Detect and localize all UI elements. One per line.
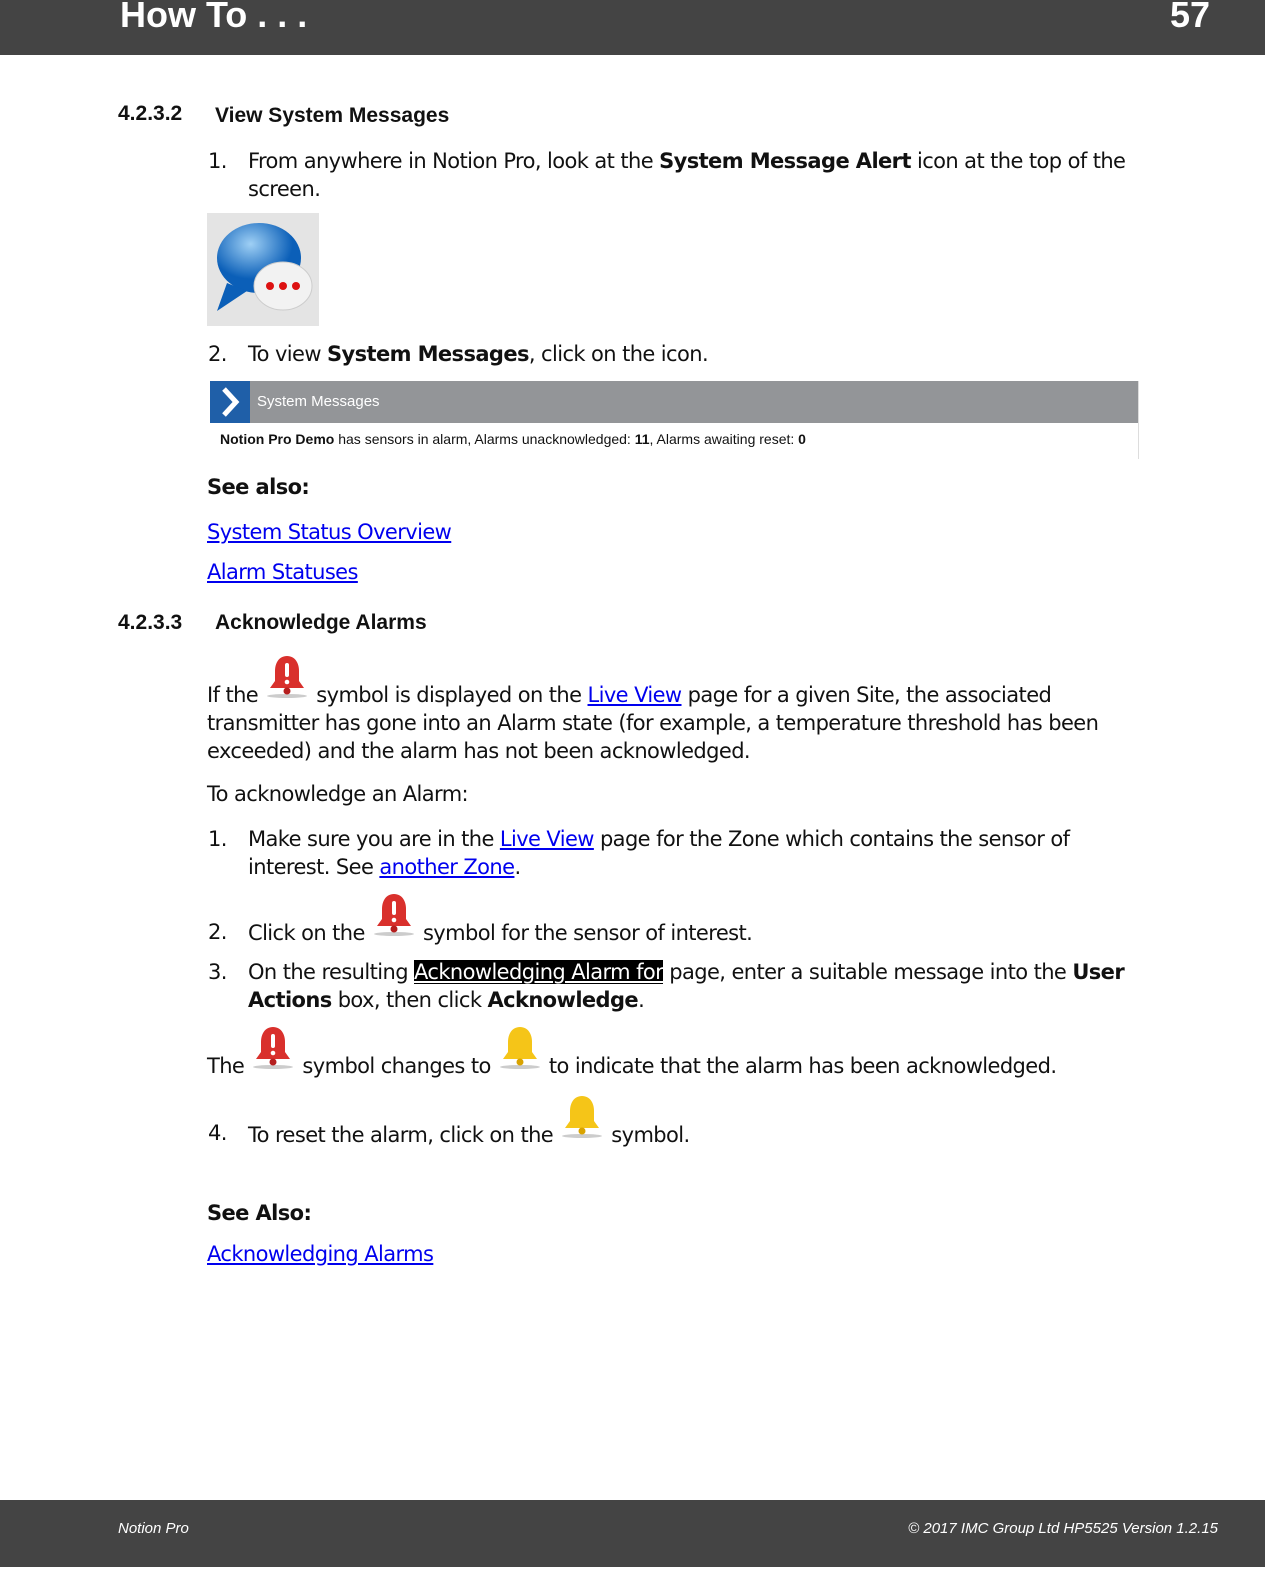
page-header — [0, 0, 1265, 55]
red-alarm-bell-icon[interactable] — [371, 890, 417, 938]
link-live-view[interactable]: Live View — [499, 827, 594, 851]
link-acknowledging-alarms[interactable]: Acknowledging Alarms — [207, 1242, 434, 1266]
step-text: On the resulting Acknowledging Alarm for page, enter a suitable message into the User Actions box, then click Acknowledge. — [248, 960, 1125, 1012]
red-alarm-bell-icon — [250, 1023, 296, 1071]
section-title: View System Messages — [215, 104, 450, 127]
system-message[interactable]: Notion Pro Demo has sensors in alarm, Alarms unacknowledged: 11, Alarms awaiting reset: 0 — [220, 431, 806, 447]
link-system-status-overview[interactable]: System Status Overview — [207, 520, 452, 544]
step-number: 4. — [208, 1121, 227, 1145]
link-live-view[interactable]: Live View — [587, 683, 682, 707]
panel-title: System Messages — [257, 393, 380, 410]
yellow-bell-icon[interactable] — [559, 1092, 605, 1140]
red-alarm-bell-icon — [264, 652, 310, 700]
link-another-zone[interactable]: another Zone — [379, 855, 515, 879]
yellow-bell-icon — [497, 1023, 543, 1071]
highlighted-page-name: Acknowledging Alarm for — [414, 960, 664, 984]
page-footer — [0, 1500, 1265, 1567]
symbol-change-text: The symbol changes to to indicate that the alarm has been acknowledged. — [207, 1023, 1056, 1080]
step-number: 1. — [208, 149, 227, 173]
link-alarm-statuses[interactable]: Alarm Statuses — [207, 560, 358, 584]
footer-copyright: © 2017 IMC Group Ltd HP5525 Version 1.2.15 — [908, 1520, 1218, 1537]
section-number: 4.2.3.2 — [118, 102, 183, 125]
step-number: 2. — [208, 920, 227, 944]
step-text: Click on the symbol for the sensor of interest. — [248, 890, 752, 947]
step-text: To reset the alarm, click on the symbol. — [248, 1092, 690, 1149]
header-title: How To . . . — [120, 0, 308, 35]
page-number: 57 — [1169, 0, 1210, 35]
step-text: To view System Messages, click on the icon. — [248, 342, 709, 366]
see-also-heading: See also: — [207, 475, 310, 499]
step-number: 3. — [208, 960, 227, 984]
to-acknowledge-text: To acknowledge an Alarm: — [207, 782, 469, 806]
step-text: Make sure you are in the Live View page for the Zone which contains the sensor of interest. See another Zone. — [248, 827, 1070, 879]
step-text: From anywhere in Notion Pro, look at the System Message Alert icon at the top of the screen. — [248, 149, 1126, 201]
section-number: 4.2.3.3 — [118, 611, 183, 634]
step-number: 2. — [208, 342, 227, 366]
system-messages-panel — [210, 381, 1139, 459]
intro-paragraph: If the symbol is displayed on the Live View page for a given Site, the associated transmitter has gone into an Alarm state (for example, a temperature threshold has been exceeded) and the alarm has not been acknowledged. — [207, 652, 1137, 765]
chevron-right-icon[interactable] — [210, 381, 250, 423]
see-also-heading: See Also: — [207, 1201, 312, 1225]
step-number: 1. — [208, 827, 227, 851]
section-title: Acknowledge Alarms — [215, 611, 427, 634]
footer-product: Notion Pro — [118, 1520, 189, 1537]
system-message-alert-icon — [207, 213, 319, 326]
